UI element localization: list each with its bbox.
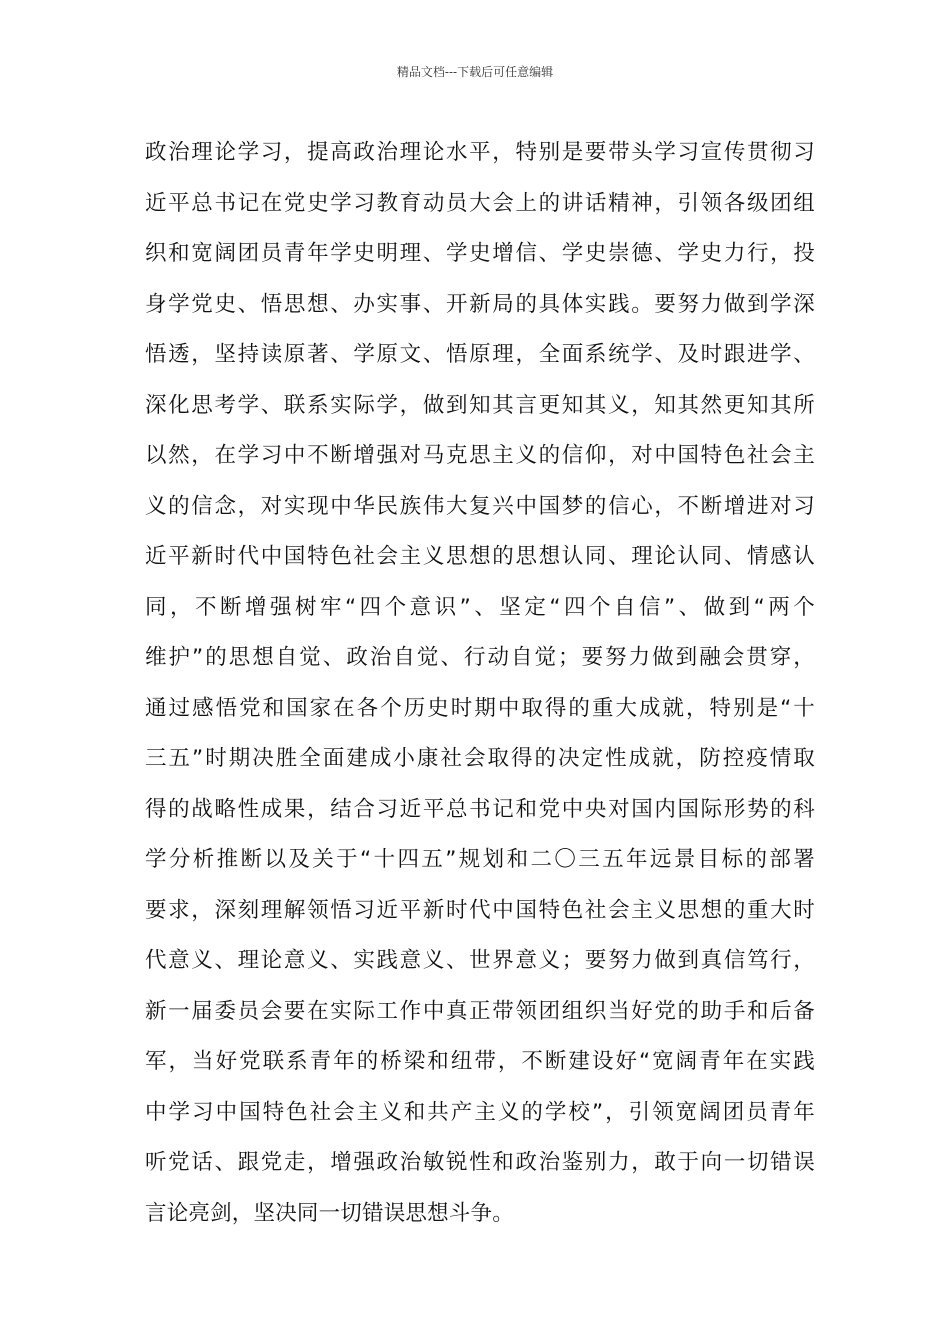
text-line: 悟透，坚持读原著、学原文、悟原理，全面系统学、及时跟进学、 (145, 342, 815, 367)
text-line: 言论亮剑，坚决同一切错误思想斗争。 (145, 1200, 514, 1226)
text-line: 得的战略性成果，结合习近平总书记和党中央对国内国际形势的科 (145, 796, 815, 822)
text-line: 维护”的思想自觉、政治自觉、行动自觉；要努力做到融会贯穿， (145, 645, 815, 670)
text-line: 同，不断增强树牢“四个意识”、坚定“四个自信”、做到“两个 (145, 594, 815, 620)
text-line: 要求，深刻理解领悟习近平新时代中国特色社会主义思想的重大时 (145, 897, 815, 923)
text-line: 学分析推断以及关于“十四五”规划和二〇三五年远景目标的部署 (145, 847, 815, 872)
text-line: 以然，在学习中不断增强对马克思主义的信仰，对中国特色社会主 (145, 443, 815, 468)
text-line: 中学习中国特色社会主义和共产主义的学校”，引领宽阔团员青年 (145, 1099, 815, 1125)
text-line: 听党话、跟党走，增强政治敏锐性和政治鉴别力，敢于向一切错误 (145, 1150, 815, 1175)
text-line: 通过感悟党和国家在各个历史时期中取得的重大成就，特别是“十 (145, 695, 815, 721)
text-line: 织和宽阔团员青年学史明理、学史增信、学史崇德、学史力行，投 (145, 241, 815, 266)
body-paragraph (145, 128, 815, 1239)
text-line: 义的信念，对实现中华民族伟大复兴中国梦的信心，不断增进对习 (145, 493, 815, 519)
page-header: 精品文档---下载后可任意编辑 (396, 65, 554, 79)
text-line: 近平新时代中国特色社会主义思想的思想认同、理论认同、情感认 (145, 544, 815, 569)
text-line: 代意义、理论意义、实践意义、世界意义；要努力做到真信笃行， (145, 948, 815, 973)
text-line: 身学党史、悟思想、办实事、开新局的具体实践。要努力做到学深 (145, 291, 815, 317)
text-line: 政治理论学习，提高政治理论水平，特别是要带头学习宣传贯彻习 (145, 140, 815, 165)
text-line: 新一届委员会要在实际工作中真正带领团组织当好党的助手和后备 (145, 998, 815, 1024)
text-line: 近平总书记在党史学习教育动员大会上的讲话精神，引领各级团组 (145, 190, 815, 216)
text-line: 三五”时期决胜全面建成小康社会取得的决定性成就，防控疫情取 (145, 746, 815, 771)
text-line: 深化思考学、联系实际学，做到知其言更知其义，知其然更知其所 (145, 392, 815, 418)
text-line: 军，当好党联系青年的桥梁和纽带，不断建设好“宽阔青年在实践 (145, 1049, 815, 1074)
